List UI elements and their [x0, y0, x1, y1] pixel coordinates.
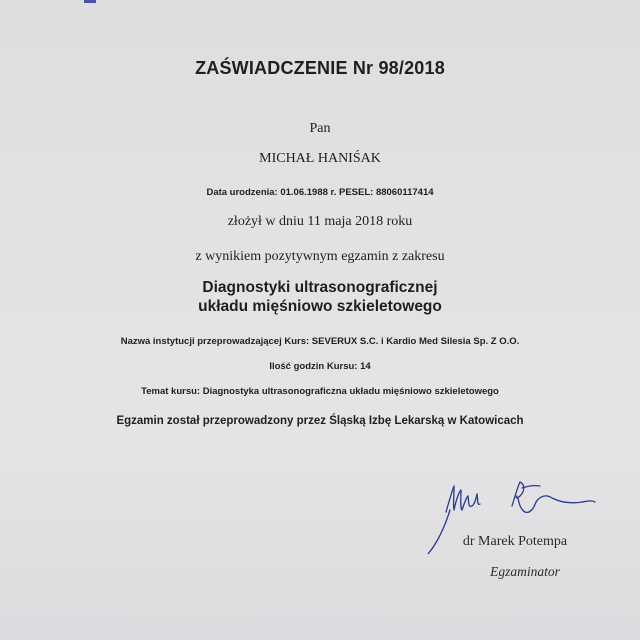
salutation: Pan	[309, 121, 331, 136]
course-topic: Temat kursu: Diagnostyka ultrasonograficzna układu mięśniowo szkieletowego	[141, 386, 499, 397]
examiner-role: Egzaminator	[490, 564, 560, 579]
course-hours: Ilość godzin Kursu: 14	[269, 361, 371, 372]
institution-line: Nazwa instytucji przeprowadzającej Kurs: SEVERUX S.C. i Kardio Med Silesia Sp. Z O.O.	[120, 336, 520, 347]
result-line: z wynikiem pozytywnym egzamin z zakresu	[195, 249, 445, 264]
birth-date-pesel: Data urodzenia: 01.06.1988 r. PESEL: 88060117414	[206, 187, 434, 198]
subject-line-1: Diagnostyki ultrasonograficznej	[202, 279, 438, 296]
subject-line-2: układu mięśniowo szkieletowego	[198, 298, 442, 315]
corner-mark	[84, 0, 96, 3]
exam-date-line: złożył w dniu 11 maja 2018 roku	[227, 214, 413, 229]
exam-authority: Egzamin został przeprowadzony przez Śląską Izbę Lekarską w Katowicach	[116, 415, 524, 427]
examiner-name: dr Marek Potempa	[462, 534, 568, 549]
certificate-title: ZAŚWIADCZENIE Nr 98/2018	[195, 58, 445, 78]
recipient-name: MICHAŁ HANIŚAK	[259, 151, 381, 166]
